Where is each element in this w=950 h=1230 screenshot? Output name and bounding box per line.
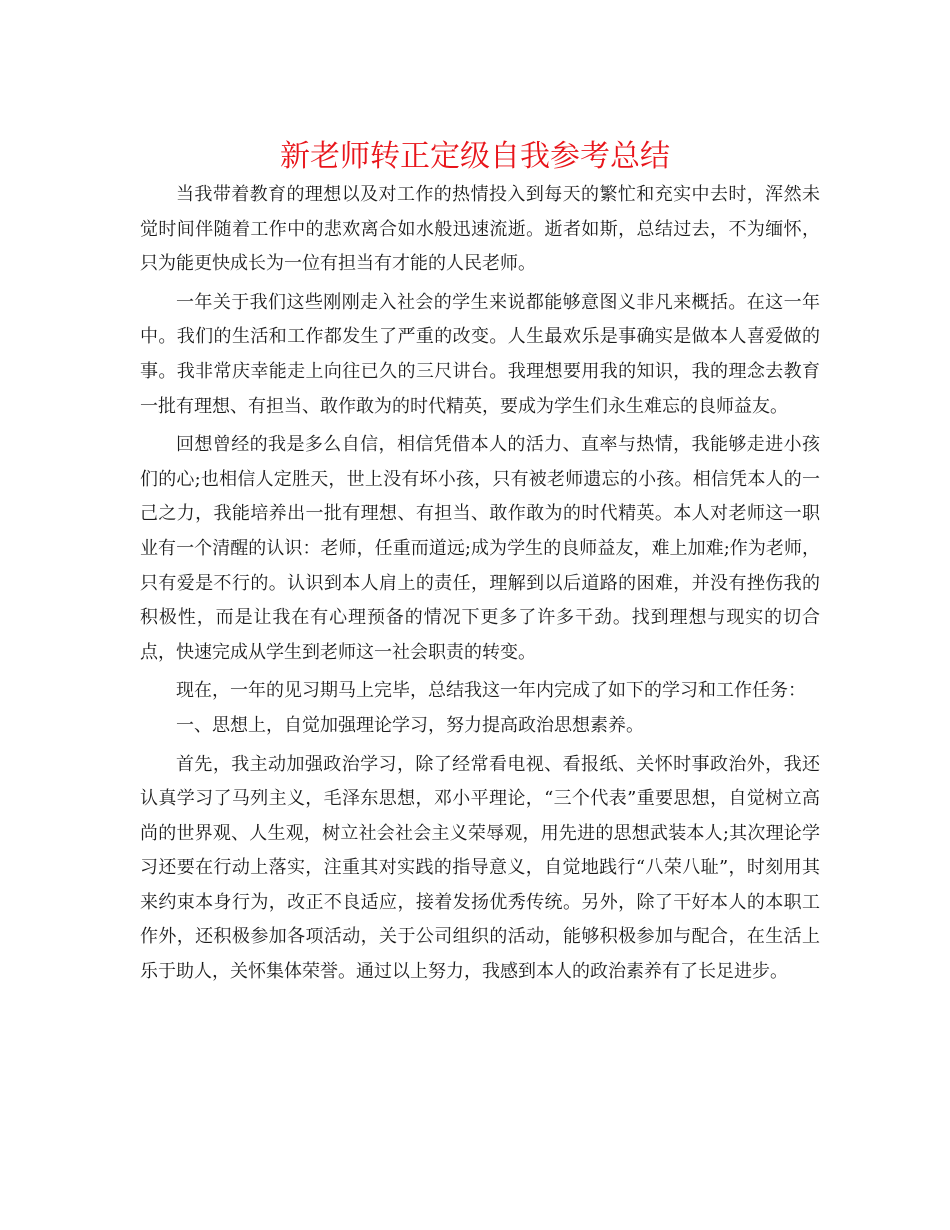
document-body <box>140 178 820 990</box>
paragraph-political-study: 首先，我主动加强政治学习，除了经常看电视、看报纸、关怀时事政治外，我还认真学习了马列主义，毛泽东思想，邓小平理论，“三个代表”重要思想，自觉树立高尚的世界观、人生观，树立社会社会主义荣辱观，用先进的思想武装本人;其次理论学习还要在行动上落实，注重其对实践的指导意义，自觉地践行“八荣八耻”，时刻用其来约束本身行为，改正不良适应，接着发扬优秀传统。另外，除了干好本人的本职工作外，还积极参加各项活动，关于公司组织的活动，能够积极参加与配合，在生活上乐于助人，关怀集体荣誉。通过以上努力，我感到本人的政治素养有了长足进步。 <box>140 753 820 983</box>
paragraph-summary-intro: 现在，一年的见习期马上完毕，总结我这一年内完成了如下的学习和工作任务： <box>176 680 806 702</box>
paragraph-section-heading: 一、思想上，自觉加强理论学习，努力提高政治思想素养。 <box>176 714 644 736</box>
paragraph-recollection: 回想曾经的我是多么自信，相信凭借本人的活力、直率与热情，我能够走进小孩们的心;也相信人定胜天，世上没有坏小孩，只有被老师遗忘的小孩。相信凭本人的一己之力，我能培养出一批有理想、有担当、敢作敢为的时代精英。本人对老师这一职业有一个清醒的认识：老师，任重而道远;成为学生的良师益友，难上加难;作为老师，只有爱是不行的。认识到本人肩上的责任，理解到以后道路的困难，并没有挫伤我的积极性，而是让我在有心理预备的情况下更多了许多干劲。找到理想与现实的切合点，快速完成从学生到老师这一社会职责的转变。 <box>140 434 820 663</box>
document-title: 新老师转正定级自我参考总结 <box>280 139 670 174</box>
paragraph-first-year: 一年关于我们这些刚刚走入社会的学生来说都能够意图义非凡来概括。在这一年中。我们的生活和工作都发生了严重的改变。人生最欢乐是事确实是做本人喜爱做的事。我非常庆幸能走上向往已久的三尺讲台。我理想要用我的知识，我的理念去教育一批有理想、有担当、敢作敢为的时代精英，要成为学生们永生难忘的良师益友。 <box>140 291 820 417</box>
paragraph-intro: 当我带着教育的理想以及对工作的热情投入到每天的繁忙和充实中去时，浑然未觉时间伴随着工作中的悲欢离合如水般迅速流逝。逝者如斯，总结过去，不为缅怀，只为能更快成长为一位有担当有才能的人民老师。 <box>140 184 820 275</box>
